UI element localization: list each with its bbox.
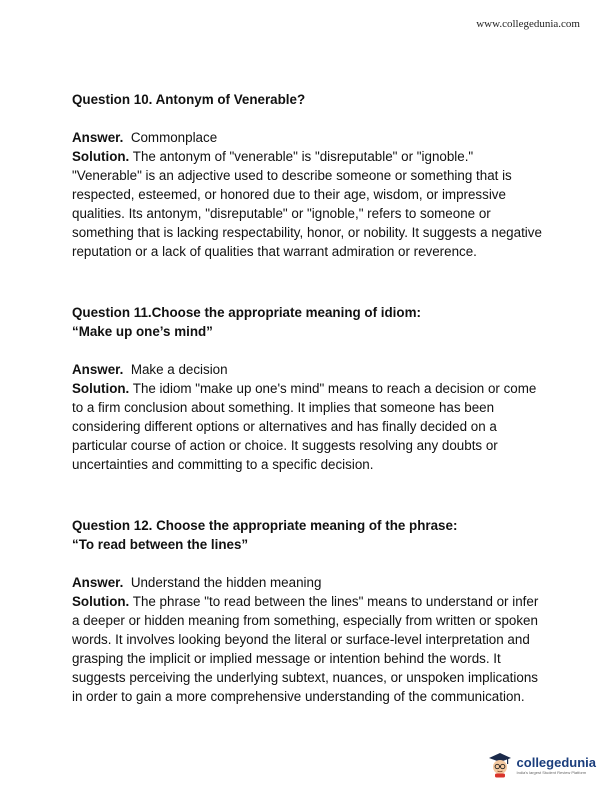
answer-line: [72, 360, 546, 379]
question-subtitle: “To read between the lines”: [72, 537, 249, 552]
answer-text: Commonplace: [130, 130, 218, 145]
answer-text: Understand the hidden meaning: [130, 575, 322, 590]
graduate-mascot-icon: [487, 752, 513, 778]
solution-text: The antonym of "venerable" is "disreputable" or "ignoble." "Venerable" is an adjective used to describe someone or something that is respected, esteemed, or honored due to their age, wisdom, or impressive qualities. Its antonym, "disreputable" or "ignoble," refers to someone or something that is lacking respectability, honor, or nobility. It suggests a negative reputation or a lack of qualities that warrant admiration or reverence.: [72, 149, 542, 259]
collegedunia-logo[interactable]: [487, 752, 596, 778]
answer-text: Make a decision: [130, 362, 228, 377]
answer-label: Answer.: [72, 575, 124, 590]
solution-paragraph: [72, 379, 546, 474]
logo-name: collegedunia: [516, 754, 596, 770]
question-title: Question 11.Choose the appropriate meaning of idiom:: [72, 305, 421, 320]
question-block: [72, 516, 546, 706]
answer-label: Answer.: [72, 130, 124, 145]
solution-paragraph: [72, 592, 546, 706]
question-title: Question 12. Choose the appropriate meaning of the phrase:: [72, 518, 458, 533]
solution-text: The phrase "to read between the lines" means to understand or infer a deeper or hidden meaning from something, especially from written or spoken words. It involves looking beyond the literal or surface-level interpretation and grasping the implicit or implied message or intention behind the words. It suggests perceiving the underlying subtext, nuances, or unspoken implications in order to gain a more comprehensive understanding of the communication.: [72, 594, 539, 704]
solution-label: Solution.: [72, 149, 130, 164]
solution-text: The idiom "make up one's mind" means to reach a decision or come to a firm conclusion about something. It implies that someone has been considering different options or alternatives and has finally decided on a particular course of action or choice. It suggests resolving any doubts or uncertainties and committing to a specific decision.: [72, 381, 537, 472]
answer-line: [72, 573, 546, 592]
logo-tagline: India's largest Student Review Platform: [516, 769, 587, 775]
solution-paragraph: [72, 147, 546, 261]
solution-label: Solution.: [72, 594, 130, 609]
question-block: [72, 90, 546, 261]
answer-label: Answer.: [72, 362, 124, 377]
question-block: [72, 303, 546, 474]
document-body: [72, 90, 546, 706]
answer-line: [72, 128, 546, 147]
solution-label: Solution.: [72, 381, 130, 396]
site-url[interactable]: www.collegedunia.com: [476, 18, 580, 30]
question-title: Question 10. Antonym of Venerable?: [72, 92, 306, 107]
question-subtitle: “Make up one’s mind”: [72, 324, 213, 339]
